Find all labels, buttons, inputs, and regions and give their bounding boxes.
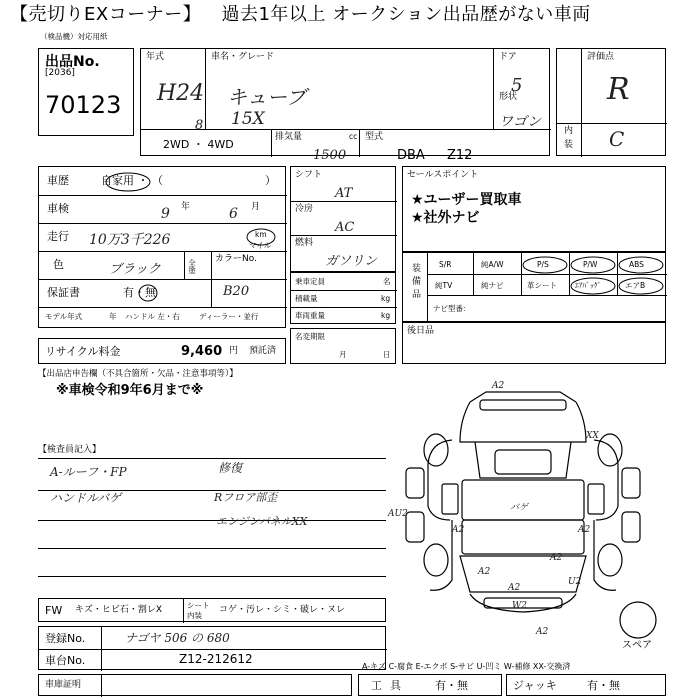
jack-label: ジャッキ (513, 679, 557, 692)
load-label: 積載量 (295, 294, 318, 303)
diagram-mark-9: A2 (508, 583, 521, 593)
shift-value: AT (335, 186, 353, 201)
inspector-left-2: ハンドルバゲ (50, 491, 122, 505)
banner-note: 過去1年以上 オークション出品歴がない車両 (221, 4, 591, 25)
fw-seat-label: シート内装 (187, 601, 210, 620)
score-value: R (607, 72, 630, 107)
inspection-year: 9 (161, 206, 170, 222)
shift-label: シフト (295, 170, 323, 180)
capacity-box (290, 272, 396, 324)
equipment-label: 装備品 (410, 263, 420, 302)
banner (10, 6, 591, 24)
equip-sr: S/R (439, 260, 452, 269)
garage-box (38, 674, 352, 696)
chassis-label: 車台No. (45, 654, 86, 667)
grade-box (556, 48, 666, 156)
color-no-value: B20 (223, 284, 250, 299)
history-close: ） (265, 174, 276, 187)
registration-box (38, 626, 386, 670)
mileage-label: 走行 (47, 230, 69, 243)
equip-airbag: ｴｱﾊﾞｯｸﾞ (575, 281, 602, 290)
aircon-label: 冷房 (295, 204, 314, 214)
equip-ps: P/S (537, 260, 549, 269)
inspector-right-3: エンジンパネルXX (216, 515, 308, 528)
inspector-right-1: 修復 (218, 461, 243, 475)
load-unit: kg (381, 294, 391, 303)
shape-label: 形状 (499, 92, 518, 102)
tools-label: 工具 (371, 679, 409, 692)
drive-options: 2WD ・ 4WD (163, 138, 234, 151)
jack-box (506, 674, 666, 696)
banner-corner: 売切りEXコーナー (28, 4, 183, 25)
sales-label: セールスポイント (407, 170, 479, 180)
lot-box (38, 48, 134, 136)
equip-tv: 純TV (435, 281, 453, 290)
equip-airb: エアB (625, 281, 646, 290)
post-notes-box (402, 322, 666, 364)
car-diagram (388, 380, 696, 664)
interior-label-1: 内 (564, 126, 574, 136)
year-label: 年式 (146, 52, 165, 62)
inspection-label: 車検 (47, 202, 69, 215)
doors-label: ドア (499, 52, 517, 62)
fw-seat-items: コゲ・汚レ・シミ・破レ・ヌレ (219, 605, 346, 615)
warranty-label: 保証書 (47, 286, 80, 299)
fw-label: FW (45, 604, 63, 617)
shape-value: ワゴン (499, 114, 541, 130)
model-row-dealer: ディーラー・並行 (199, 312, 259, 321)
diagram-mark-1: A2 (492, 381, 505, 391)
mileage-unit: km (255, 230, 267, 239)
passengers-unit: 名 (383, 277, 391, 286)
equip-aw: 純A/W (481, 260, 504, 269)
history-label: 車歴 (47, 174, 69, 187)
year-sub: 8 (195, 118, 204, 133)
displacement-unit: cc (349, 132, 358, 141)
vehicle-box (140, 48, 550, 163)
model-label: 型式 (365, 132, 384, 142)
displacement-value: 1500 (313, 148, 347, 163)
diagram-mark-7: A2 (550, 553, 563, 563)
doors-value: 5 (511, 75, 523, 96)
diagram-mark-11: A2 (536, 627, 549, 637)
sales-box (402, 166, 666, 252)
header-fragment: （検品機）対応用紙 (40, 32, 108, 41)
interior-label-2: 装 (564, 140, 574, 150)
weight-label: 車両重量 (295, 311, 325, 320)
fw-items: キズ・ヒビ石・割レX (75, 605, 162, 615)
equip-abs: ABS (629, 260, 644, 269)
model-row-label: モデル年式 (45, 312, 83, 321)
diagram-mark-12: U2 (568, 577, 582, 587)
model-value: Z12 (447, 148, 473, 163)
lot-label: 出品No. (45, 54, 100, 70)
color-label: 色 (53, 258, 64, 271)
recycle-unit: 円 (229, 346, 239, 356)
displacement-label: 排気量 (275, 132, 303, 142)
warranty-value: 有・無 (123, 286, 156, 299)
tools-value: 有・無 (435, 679, 468, 692)
tools-box (358, 674, 502, 696)
lot-code: [2036] (45, 68, 75, 78)
diagram-mark-10: W2 (512, 601, 527, 611)
fuel-label: 燃料 (295, 238, 314, 248)
model-row-year-unit: 年 (109, 312, 117, 321)
color-repaint: 全塗 (187, 259, 197, 274)
diagram-mark-2: XX (586, 431, 599, 441)
shift-box (290, 166, 396, 272)
equip-pw: P/W (583, 260, 598, 269)
change-date-label: 名変期限 (295, 332, 325, 341)
inspector-label: 【検査員記入】 (38, 445, 102, 455)
equipment-box (402, 252, 666, 322)
inspector-left-1: A-ルーフ・FP (50, 465, 127, 479)
inspection-month: 6 (229, 206, 238, 222)
notes-text: ※車検令和9年6月まで※ (56, 383, 204, 398)
notes-label: 【出品店申告欄（不具合箇所・欠品・注意事項等）】 (38, 369, 238, 379)
change-date-day-unit: 日 (383, 350, 391, 359)
weight-unit: kg (381, 311, 391, 320)
fuel-value: ガソリン (325, 254, 378, 269)
inspector-right-2: Rフロア部歪 (214, 491, 278, 504)
garage-label: 車庫証明 (45, 680, 82, 690)
name-label: 車名・グレード (211, 52, 275, 62)
registration-label: 登録No. (45, 632, 86, 645)
recycle-value: 9,460 (181, 344, 223, 359)
banner-close-bracket: 】 (182, 4, 202, 25)
history-value: 自家用 ・ （ (101, 174, 163, 187)
equipment-circles (403, 253, 667, 323)
recycle-label: リサイクル料金 (45, 345, 121, 358)
lot-number: 70123 (45, 91, 122, 119)
diagram-mark-4: A2 (452, 525, 465, 535)
jack-value: 有・無 (587, 679, 620, 692)
change-date-box (290, 328, 396, 364)
year-value: H24 (157, 81, 205, 106)
color-no-label: カラーNo. (215, 254, 257, 264)
model-prefix: DBA (397, 148, 425, 163)
diagram-mark-8: A2 (478, 567, 491, 577)
equip-leather: 革シート (527, 281, 557, 290)
interior-value: C (609, 127, 625, 151)
details-box (38, 166, 286, 328)
recycle-box (38, 338, 286, 364)
recycle-status: 預託済 (249, 346, 277, 356)
sales-item-1: ★ユーザー買取車 (411, 192, 522, 208)
inspection-month-unit: 月 (251, 202, 261, 212)
sales-item-2: ★社外ナビ (411, 210, 480, 226)
chassis-value: Z12-212612 (179, 652, 253, 666)
color-value: ブラック (109, 262, 161, 277)
car-grade: 15X (231, 109, 265, 129)
diagram-mark-3: AU2 (388, 509, 408, 519)
post-notes-label: 後日品 (407, 326, 435, 336)
damage-legend: A-キズ C-腐食 E-エクボ S-サビ U-凹ミ W-補修 XX-交換済 (362, 662, 571, 671)
aircon-value: AC (335, 220, 355, 235)
spare-label: スペア (622, 640, 652, 651)
mileage-value: 10万3千226 (89, 232, 171, 248)
equip-navi-model: ナビ型番： (433, 304, 471, 313)
car-name: キューブ (227, 85, 306, 109)
equip-navi: 純ナビ (481, 281, 504, 290)
registration-value: ナゴヤ 506 の 680 (125, 631, 230, 645)
mileage-mile: マイル (249, 241, 272, 250)
diagram-mark-6: A2 (578, 525, 591, 535)
banner-open-bracket: 【 (10, 4, 29, 25)
change-date-unit: 月 (339, 350, 347, 359)
diagram-mark-5: バゲ (510, 503, 529, 513)
model-row-handle: ハンドル 左・右 (125, 312, 180, 321)
inspection-year-unit: 年 (181, 202, 191, 212)
fw-box (38, 598, 386, 622)
passengers-label: 乗車定員 (295, 277, 325, 286)
score-label: 評価点 (587, 52, 615, 62)
